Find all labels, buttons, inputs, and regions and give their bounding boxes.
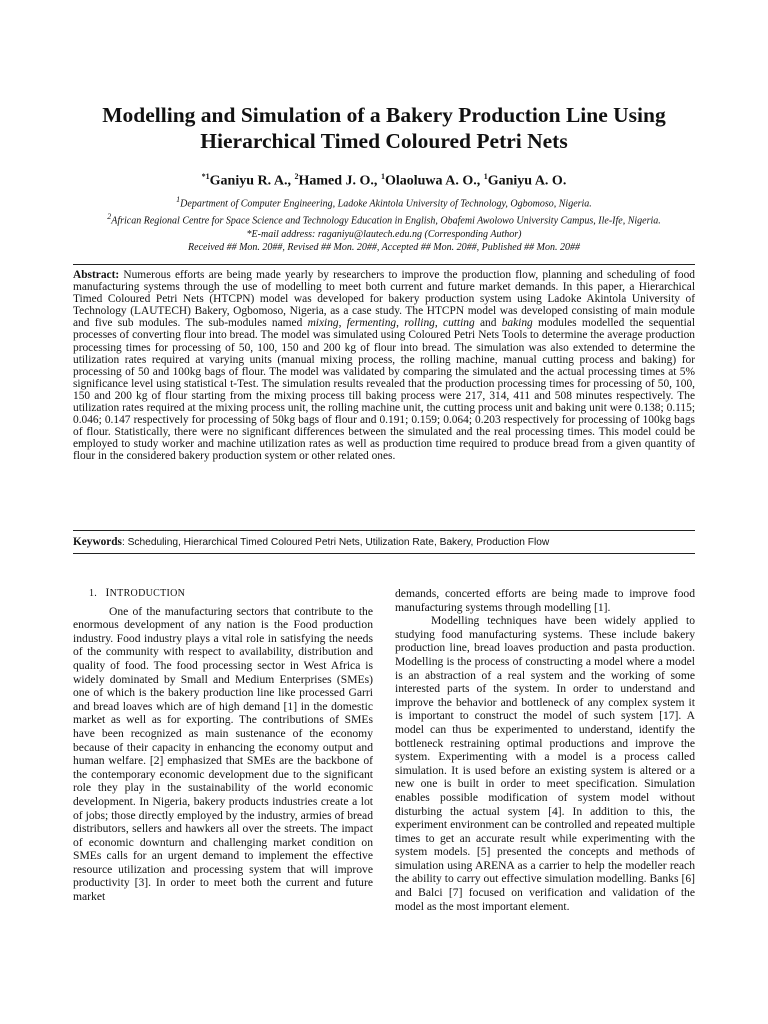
keywords-label: Keywords — [73, 536, 122, 548]
author-1-sup: *1 — [201, 172, 210, 181]
affiliation-1-text: Department of Computer Engineering, Ladoke Akintola University of Technology, Ogbomoso, Nigeria. — [180, 198, 592, 210]
affiliation-2-text: African Regional Centre for Space Science and Technology Education in English, Obafemi Awolowo University Campus, Ile-Ife, Nigeria. — [111, 215, 661, 227]
abstract-term-mixing: mixing — [307, 317, 339, 330]
abstract-text-2: modules modelled the sequential processes of converting flour into bread. The model was simulated using Coloured Petri Nets Tools to determine the average production processing times for processing of 50, 100, 150 and 200 kg of flour into bread. The simulation was also extended to determine the utilization rates required at varying units (manual mixing process, the rolling machine, manual cutting process and baking) for processing of 50 and 100kg bags of flour. The model was validated by comparing the simulated and the actual processing times at 5% significance level using statistical t-Test. The simulation results revealed that the production processing times for processing of 50, 100, 150 and 200 kg of flour starting from the mixing process till baking process were 217, 314, 411 and 508 minutes respectively. The utilization rates required at the mixing process unit, the rolling machine unit, the cutting process unit and baking unit were 0.138; 0.115; 0.046; 0.147 respectively for processing of 50kg bags of flour and 0.191; 0.159; 0.064; 0.203 respectively for processing of 100kg bags of flour. Statistically, there were no significant differences between the simulated and the real processing times. This model could be employed to study worker and machine utilization rates as well as production time required to produce bread from a given quantity of flour in the considered bakery production system or other related ones. — [73, 317, 695, 463]
abstract — [73, 269, 695, 463]
section-heading-introduction — [89, 587, 373, 601]
divider-keywords-bottom — [73, 553, 695, 554]
abstract-term-cutting: cutting — [443, 317, 475, 330]
author-2-sup: 2 — [294, 172, 299, 181]
paper-title — [40, 102, 728, 154]
affiliation-1 — [40, 193, 728, 210]
affiliation-1-sup: 1 — [176, 195, 181, 204]
affiliation-2-sup: 2 — [107, 212, 112, 222]
author-4-sup: 1 — [483, 172, 488, 181]
abstract-term-baking: baking — [501, 317, 533, 330]
author-3-name: Olaoluwa A. O., — [384, 173, 481, 189]
author-list — [40, 172, 728, 190]
affiliation-2 — [40, 210, 728, 227]
intro-paragraph-1: One of the manufacturing sectors that contribute to the enormous development of any nation is the Food production industry. Food industry plays a vital role in satisfying the needs of the community with respect to availability, distribution and quality of food. The food processing sector in West Africa is widely dominated by Small and Medium Enterprises (SMEs) one of which is the bakery production line like processed Garri and bread loaves which are of high demand [1] in the domestic market as well as for exporting. The contributions of SMEs have been recognized as main sustenance of the economy because of their capacity in enhancing the economy output and human welfare. [2] emphasized that SMEs are the backbone of the contemporary economic development due to the significant role they play in the sustainability of the world economic development. In Nigeria, bakery products industries create a lot of jobs; those directly employed by the industry, armies of bread distributors, sellers and hawkers all over the streets. The impact of economic downturn and challenging market condition on SMEs calls for an urgent demand to implement the effective resource utilization and processing system that will improve productivity [3]. In order to meet both the current and future market — [73, 604, 373, 904]
affiliations — [40, 193, 728, 241]
section-title-cap: I — [105, 587, 110, 599]
divider-top — [73, 264, 695, 265]
abstract-sep-4: and — [474, 317, 502, 330]
abstract-text-1: Numerous efforts are being made yearly by researchers to improve the production flow, planning and scheduling of food manufacturing systems through the use of modelling to meet both current and future market demands. In this paper, a Hierarchical Timed Coloured Petri Nets (HTCPN) model was developed for bakery production system using Ladoke Akintola University of Technology (LAUTECH) Bakery, Ogbomoso, Nigeria, as a case study. The HTCPN model was developed consisting of main module and five sub modules. The sub-modules named — [73, 269, 695, 330]
section-number: 1. — [89, 588, 98, 599]
divider-abstract-bottom — [73, 530, 695, 531]
author-4-name: Ganiyu A. O. — [487, 173, 567, 189]
author-1-name: Ganiyu R. A., — [209, 173, 291, 189]
keywords — [73, 536, 695, 548]
abstract-sep-3: , — [434, 317, 444, 330]
author-3-sup: 1 — [380, 172, 385, 181]
abstract-label: Abstract: — [73, 269, 120, 281]
right-column — [395, 587, 695, 913]
abstract-term-fermenting: fermenting — [346, 317, 397, 330]
abstract-term-rolling: rolling — [404, 317, 435, 330]
abstract-sep-2: , — [396, 317, 405, 330]
corresponding-email: *E-mail address: raganiyu@lautech.edu.ng (Corresponding Author) — [246, 228, 522, 240]
abstract-sep-1: , — [338, 317, 347, 330]
keywords-text: : Scheduling, Hierarchical Timed Coloured Petri Nets, Utilization Rate, Bakery, Production Flow — [121, 537, 550, 548]
title-line-1: Modelling and Simulation of a Bakery Production Line Using — [102, 103, 666, 127]
section-title-rest: NTRODUCTION — [109, 588, 186, 599]
intro-paragraph-1-continued: demands, concerted efforts are being made to improve food manufacturing systems through modelling [1]. — [395, 587, 695, 614]
title-line-2: Hierarchical Timed Coloured Petri Nets — [200, 129, 568, 153]
intro-paragraph-2: Modelling techniques have been widely applied to studying food manufacturing systems. These include bakery production line, bread loaves production and pasta production. Modelling is the process of constructing a model where a model is an abstraction of a real system and the working of some interested parts of the system. In order to understand and improve the behavior and bottleneck of any complex system it is important to construct the model of such system [17]. A model can thus be experimented to understand, identify the bottleneck restraining optimal productions and improve the system. Experimenting with a model is a process called simulation. It is used before an existing system is altered or a new one is built in order to meet specification. Simulation enables possible modification of system model without disturbing the actual system [4]. In addition to this, the experiment environment can be controlled and repeated multiple times to get an accurate result while experimenting with the system models. [5] presented the concepts and methods of simulation using ARENA as a carrier to help the modeller reach the ability to carry out effective simulation modelling. Banks [6] and Balci [7] focused on verification and validation of the model as the most important element. — [395, 614, 695, 913]
left-column — [73, 587, 373, 904]
author-2-name: Hamed J. O., — [298, 173, 378, 189]
received-dates: Received ## Mon. 20##, Revised ## Mon. 20##, Accepted ## Mon. 20##, Published ## Mon. 20## — [188, 242, 580, 253]
